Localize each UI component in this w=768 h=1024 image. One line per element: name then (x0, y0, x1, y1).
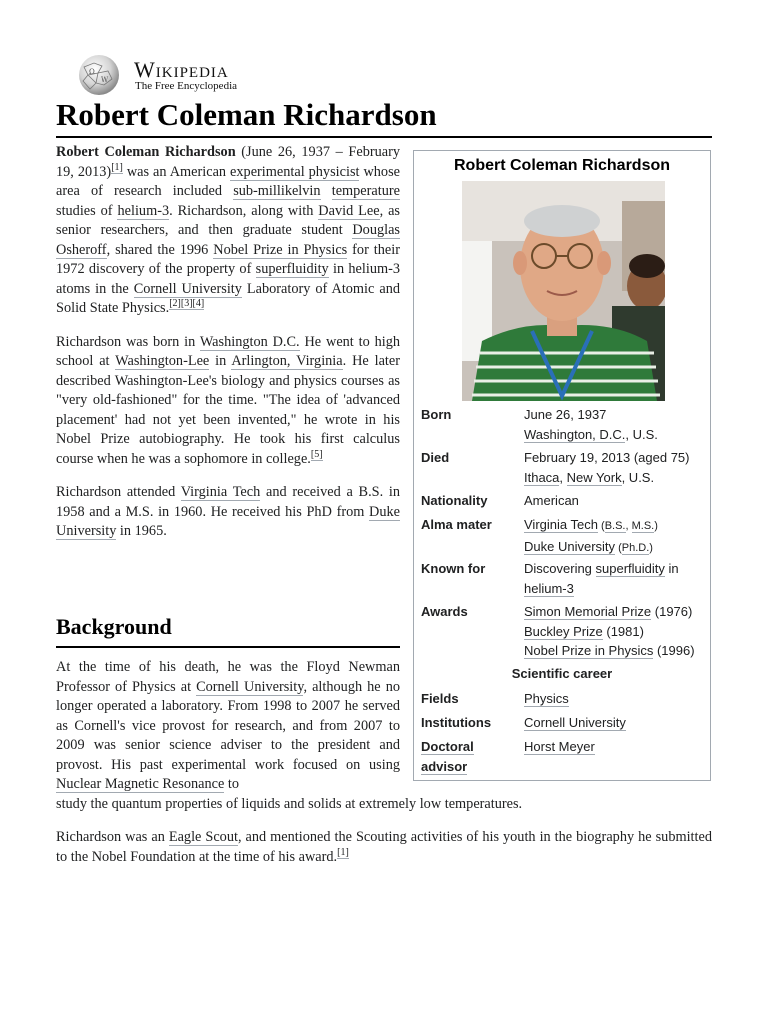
wikipedia-logo[interactable] (74, 53, 314, 97)
logo-wordmark: Wikipedia (134, 57, 229, 82)
portrait-photo[interactable] (462, 181, 665, 401)
link-duke-university[interactable]: Duke University (56, 503, 400, 539)
lead-section (56, 143, 400, 556)
logo-tagline: The Free Encyclopedia (135, 80, 238, 92)
link-nmr[interactable]: Nuclear Magnetic Resonance (56, 776, 225, 792)
link-physics[interactable]: Physics (524, 691, 569, 706)
link-buckley-prize[interactable]: Buckley Prize (524, 623, 603, 639)
link-superfluidity[interactable]: superfluidity (255, 261, 329, 277)
link-phd[interactable]: Ph.D. (621, 541, 650, 554)
svg-text:Ω: Ω (89, 68, 95, 76)
link-arlington-virginia[interactable]: Arlington, Virginia (231, 353, 343, 369)
link-eagle-scout[interactable]: Eagle Scout (168, 829, 238, 845)
link-cornell-university[interactable]: Cornell University (133, 280, 242, 297)
link-david-lee[interactable]: David Lee (318, 202, 380, 219)
reference-link[interactable]: [1] (337, 846, 349, 858)
link-temperature[interactable]: temperature (331, 183, 400, 199)
link-new-york[interactable]: New York (566, 469, 622, 485)
infobox-section-scientific-career: Scientific career (511, 666, 613, 681)
wikipedia-globe-icon (74, 53, 124, 97)
link-cornell-university[interactable]: Cornell University (524, 715, 626, 730)
background-paragraph-2: Richardson was an Eagle Scout, and mentioned the Scouting activities of his youth in the biography he submitted to the Nobel Foundation at the time of his award.[1] (56, 829, 712, 865)
reference-link[interactable]: [5] (310, 448, 323, 460)
link-ms[interactable]: M.S. (631, 520, 655, 532)
infobox-title: Robert Coleman Richardson (453, 157, 671, 174)
link-cornell-university[interactable]: Cornell University (196, 678, 304, 695)
page-title: Robert Coleman Richardson (56, 97, 437, 132)
link-superfluidity[interactable]: superfluidity (595, 561, 665, 576)
link-sub-millikelvin[interactable]: sub-millikelvin (233, 183, 321, 199)
lead-paragraph-1: Robert Coleman Richardson (June 26, 1937 – February 19, 2013)[1] was an American experimental physicist whose area of research included sub-millikelvin temperature studies of helium-3. Richardson, along with David Lee, as senior researchers, and then graduate student Douglas Osheroff, shared the 1996 Nobel Prize in Physics for their 1972 discovery of the property of superfluidity in helium-3 atoms in the Cornell University Laboratory of Atomic and Solid State Physics.[2][3][4] (56, 144, 401, 316)
link-experimental-physicist[interactable]: experimental physicist (230, 163, 360, 180)
link-douglas-osheroff[interactable]: Douglas Osheroff (56, 222, 400, 258)
link-virginia-tech[interactable]: Virginia Tech (180, 484, 261, 500)
svg-text:W: W (101, 76, 109, 84)
link-duke-university[interactable]: Duke University (524, 538, 616, 554)
background-paragraph-1-continued: study the quantum properties of liquids and solids at extremely low temperatures. (56, 795, 523, 812)
subject-name: Robert Coleman Richardson (56, 144, 236, 160)
infobox: Robert Coleman Richardson Born June 26, 1937 Washington, D.C., U.S. Died February 19, 2013 (aged 75) Ithaca, New York, U.S. Nationality American Alma mater Virginia Tech (B.S., M.S.) Duke University (Ph.D.) Known for Discovering superfluidity in helium-3 Awards Simon Memorial Prize (1976) Buckley Prize (1981) Nobel Prize in Physics (1996) Scientific career Fields Physics Institutions Cornell University Doctoral advisor Horst Meyer (413, 150, 711, 781)
link-nobel-prize-physics[interactable]: Nobel Prize in Physics (213, 241, 348, 258)
link-washington-dc[interactable]: Washington, D.C. (524, 426, 626, 442)
section-heading-background: Background (56, 614, 400, 648)
link-virginia-tech[interactable]: Virginia Tech (524, 517, 598, 532)
link-horst-meyer[interactable]: Horst Meyer (524, 739, 595, 754)
link-washington-dc[interactable]: Washington D.C. (199, 333, 300, 350)
title-divider (56, 136, 712, 138)
lead-paragraph-2: Richardson was born in Washington D.C. He went to high school at Washington-Lee in Arlington, Virginia. He later described Washington-Lee's biology and physics courses as "very old-fashioned" for the time. "The idea of 'advanced placement' had not yet been invented," he wrote in his Nobel Prize autobiography. He took his first calculus course when he was a sophomore in college.[5] (56, 333, 401, 467)
link-washington-lee[interactable]: Washington-Lee (115, 353, 210, 369)
link-ithaca[interactable]: Ithaca (524, 469, 560, 485)
link-bs[interactable]: B.S. (604, 520, 626, 532)
reference-links[interactable]: [2][3][4] (169, 298, 205, 310)
link-helium-3[interactable]: helium-3 (117, 202, 170, 219)
link-simon-memorial-prize[interactable]: Simon Memorial Prize (524, 604, 652, 619)
background-paragraph-1: At the time of his death, he was the Floyd Newman Professor of Physics at Cornell University, although he no longer operated a laboratory. From 1998 to 2007 he served as Cornell's vice provost for research, and from 2007 to 2009 was senior science adviser to the president and provost. His past experimental work focused on using Nuclear Magnetic Resonance to (56, 659, 400, 792)
link-nobel-prize-physics[interactable]: Nobel Prize in Physics (524, 643, 654, 658)
link-doctoral-advisor[interactable]: Doctoral advisor (421, 739, 474, 774)
link-helium-3[interactable]: helium-3 (524, 580, 574, 596)
lead-paragraph-3: Richardson attended Virginia Tech and received a B.S. in 1958 and a M.S. in 1960. He received his PhD from Duke University in 1965. (56, 484, 401, 539)
reference-link[interactable]: [1] (111, 161, 123, 173)
